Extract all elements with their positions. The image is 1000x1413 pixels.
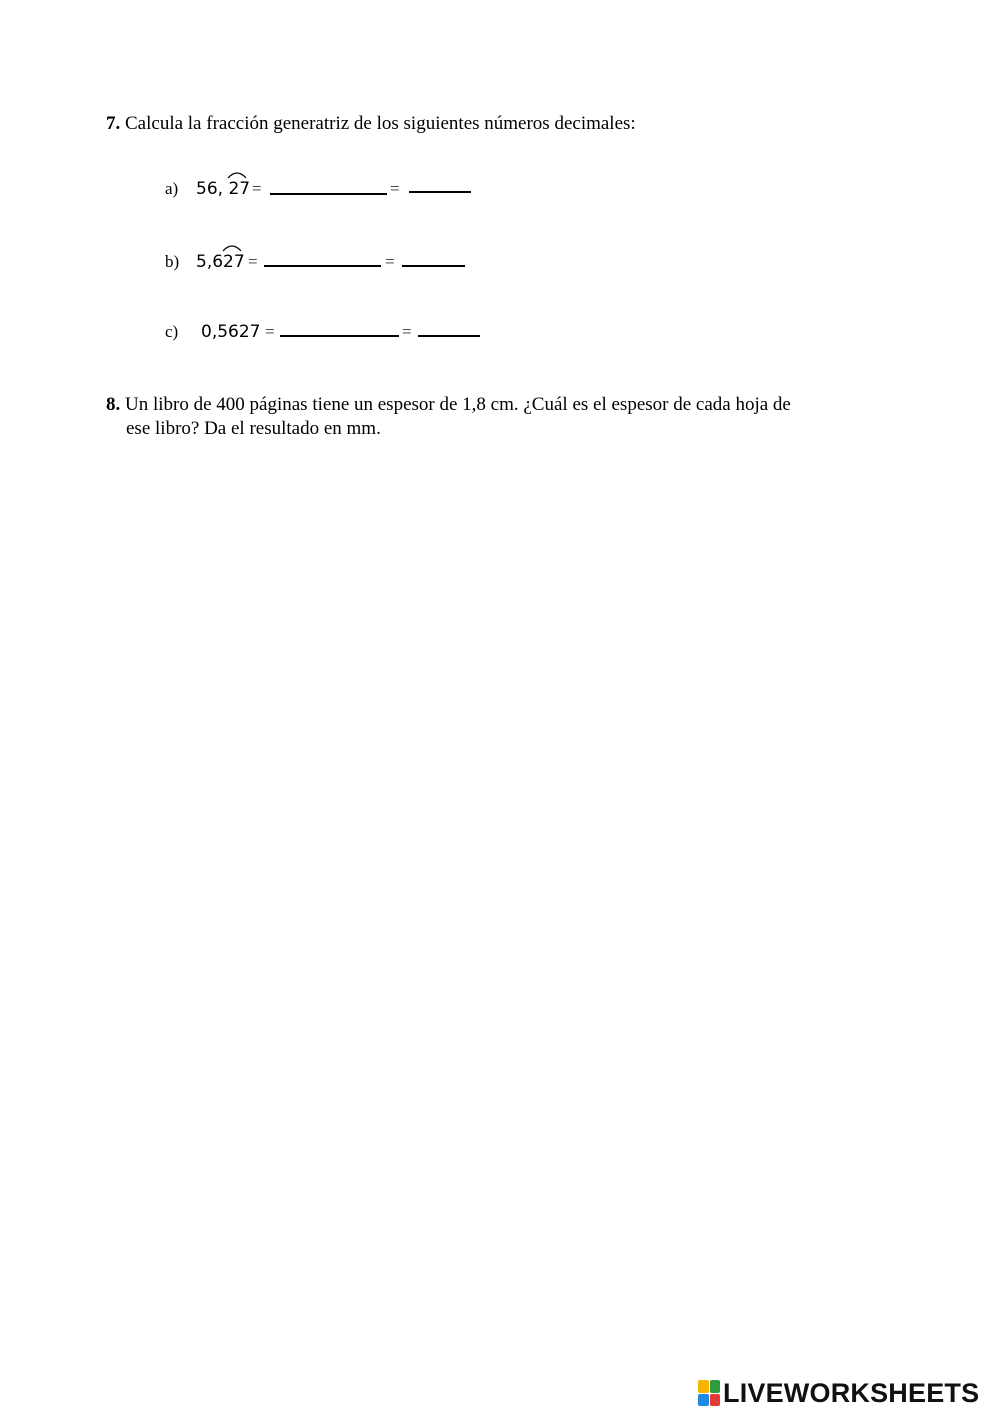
- equals-sign: =: [402, 322, 412, 341]
- question-7-number: 7.: [106, 113, 121, 134]
- question-8-number: 8.: [106, 394, 121, 415]
- answer-blank-numerator[interactable]: [280, 335, 399, 337]
- item-c: [165, 316, 495, 346]
- equals-sign: =: [385, 252, 395, 271]
- equals-sign: =: [390, 179, 400, 198]
- period-digits: 27: [223, 252, 245, 272]
- item-b: [165, 246, 485, 276]
- decimal-number: [196, 252, 245, 272]
- answer-blank-simplified[interactable]: [418, 335, 480, 337]
- decimal-number: 0,5627: [201, 322, 261, 342]
- period-arc-icon: [227, 170, 247, 179]
- repeating-period: [228, 179, 250, 199]
- decimal-number: [196, 179, 250, 199]
- answer-blank-simplified[interactable]: [409, 191, 471, 193]
- answer-blank-numerator[interactable]: [270, 193, 387, 195]
- question-7-title: [106, 112, 636, 136]
- equals-sign: =: [265, 322, 275, 341]
- repeating-period: [223, 252, 245, 272]
- liveworksheets-mark-icon: [698, 1380, 720, 1406]
- equals-sign: =: [248, 252, 258, 271]
- answer-blank-numerator[interactable]: [264, 265, 381, 267]
- question-8-line-2: ese libro? Da el resultado en mm.: [126, 418, 381, 439]
- item-letter: b): [165, 252, 180, 271]
- item-a: [165, 173, 485, 203]
- question-7-text: Calcula la fracción generatriz de los siguientes números decimales:: [125, 113, 636, 134]
- question-8: [106, 393, 846, 441]
- logo-text: LIVEWORKSHEETS: [723, 1377, 980, 1408]
- liveworksheets-logo: [698, 1378, 979, 1408]
- question-8-text: Un libro de 400 páginas tiene un espesor de 1,8 cm. ¿Cuál es el espesor de cada hoja de: [125, 394, 791, 415]
- decimal-integer-part: 56,: [196, 179, 229, 199]
- item-letter: c): [165, 322, 179, 341]
- answer-blank-simplified[interactable]: [402, 265, 465, 267]
- decimal-integer-part: 5,6: [196, 252, 224, 272]
- item-letter: a): [165, 179, 179, 198]
- period-arc-icon: [222, 243, 242, 252]
- equals-sign: =: [252, 179, 262, 198]
- question-8-line-1: [106, 393, 846, 417]
- period-digits: 27: [228, 179, 251, 199]
